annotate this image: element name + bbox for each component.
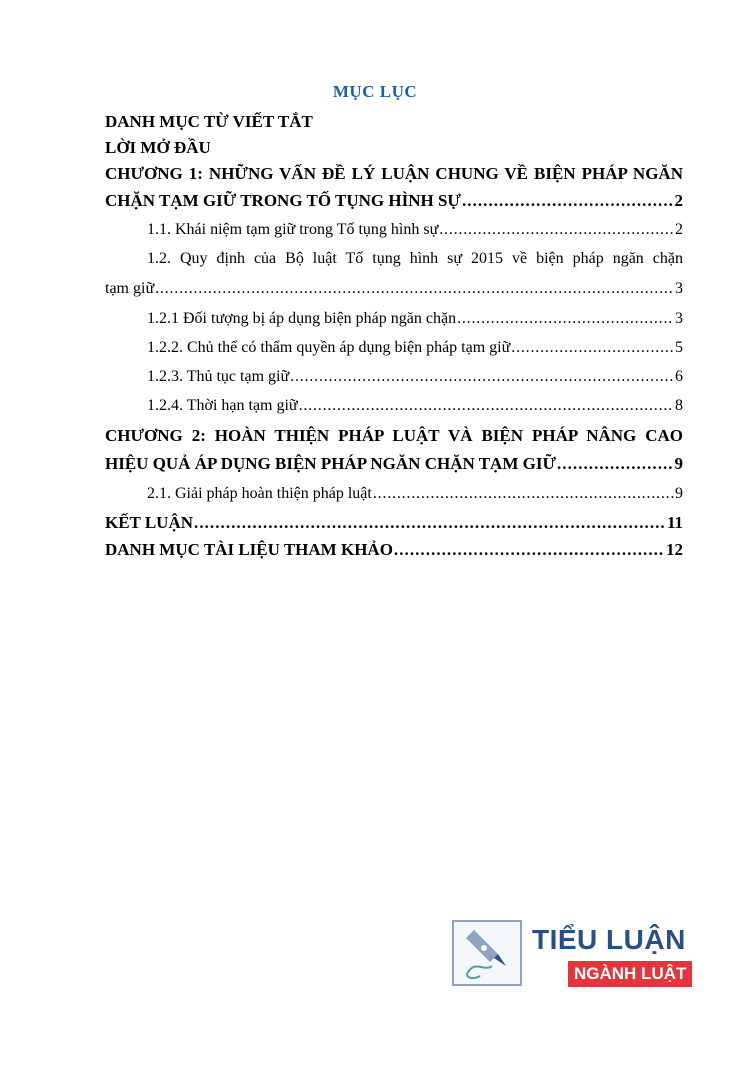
toc-page-number: 3 — [675, 280, 683, 297]
logo-text-top: TIỂU LUẬN — [532, 924, 686, 955]
toc-leader — [394, 540, 665, 560]
toc-page-number: 12 — [666, 540, 683, 559]
toc-leader — [511, 339, 674, 357]
toc-leader — [373, 485, 674, 503]
toc-leader — [439, 221, 674, 239]
toc-entry-text: 2.1. Giải pháp hoàn thiện pháp luật — [147, 485, 372, 502]
toc-leader — [194, 513, 666, 533]
toc-entry-text: 1.2.3. Thủ tục tạm giữ — [147, 368, 290, 385]
toc-entry-text-line1: CHƯƠNG 1: NHỮNG VẤN ĐỀ LÝ LUẬN CHUNG VỀ BIỆN PHÁP NGĂN — [105, 164, 683, 183]
toc-page-number: 2 — [674, 191, 683, 210]
toc-entry-text-line1: 1.2. Quy định của Bộ luật Tố tụng hình sự 2015 về biện pháp ngăn chặn — [147, 250, 683, 267]
site-logo — [452, 920, 687, 992]
toc-entry-text-line2: tạm giữ — [105, 280, 155, 297]
toc-page-number: 9 — [675, 485, 683, 502]
toc-entry-text: 1.2.2. Chủ thể có thẩm quyền áp dụng biện pháp tạm giữ — [147, 339, 511, 356]
toc-entry[interactable] — [105, 310, 683, 339]
toc-entry-text-line2: CHẶN TẠM GIỮ TRONG TỐ TỤNG HÌNH SỰ — [105, 191, 461, 210]
toc-entry[interactable] — [105, 250, 683, 310]
logo-text-bottom: NGÀNH LUẬT — [568, 961, 692, 987]
toc-entry-text: LỜI MỞ ĐẦU — [105, 138, 211, 157]
toc-entry-text: DANH MỤC TỪ VIẾT TẮT — [105, 112, 313, 131]
toc-entry[interactable] — [105, 426, 683, 485]
toc-entry[interactable] — [105, 513, 683, 540]
toc-page-number: 2 — [675, 221, 683, 238]
toc-entry-text-line1: CHƯƠNG 2: HOÀN THIỆN PHÁP LUẬT VÀ BIỆN PHÁP NÂNG CAO — [105, 426, 683, 445]
toc-leader — [557, 454, 674, 474]
toc-entry[interactable] — [105, 221, 683, 250]
toc-page-number: 3 — [675, 310, 683, 327]
toc-page-number: 8 — [675, 397, 683, 414]
toc-entry[interactable] — [105, 485, 683, 513]
toc-entry[interactable] — [105, 368, 683, 397]
toc-entry-text-line2: HIỆU QUẢ ÁP DỤNG BIỆN PHÁP NGĂN CHẶN TẠM GIỮ — [105, 454, 556, 473]
table-of-contents — [105, 112, 683, 567]
toc-leader — [155, 280, 674, 298]
toc-entry-text: DANH MỤC TÀI LIỆU THAM KHẢO — [105, 540, 393, 559]
toc-leader — [457, 310, 674, 328]
toc-entry[interactable] — [105, 339, 683, 368]
toc-leader — [299, 397, 674, 415]
toc-entry-text: 1.1. Khái niệm tạm giữ trong Tố tụng hình sự — [147, 221, 439, 238]
toc-entry[interactable] — [105, 138, 683, 164]
toc-entry[interactable] — [105, 112, 683, 138]
toc-entry-text: 1.2.1 Đối tượng bị áp dụng biện pháp ngăn chặn — [147, 310, 457, 327]
toc-entry-text: KẾT LUẬN — [105, 513, 194, 532]
toc-entry-text: 1.2.4. Thời hạn tạm giữ — [147, 397, 298, 414]
toc-page-number: 9 — [674, 454, 683, 473]
toc-leader — [290, 368, 674, 386]
toc-entry[interactable] — [105, 164, 683, 221]
toc-leader — [462, 191, 674, 211]
toc-page-number: 6 — [675, 368, 683, 385]
toc-title: MỤC LỤC — [332, 82, 418, 101]
toc-page-number: 5 — [675, 339, 683, 356]
toc-entry[interactable] — [105, 540, 683, 567]
toc-entry[interactable] — [105, 397, 683, 426]
toc-page-number: 11 — [666, 513, 683, 532]
pen-nib-icon — [452, 920, 522, 986]
